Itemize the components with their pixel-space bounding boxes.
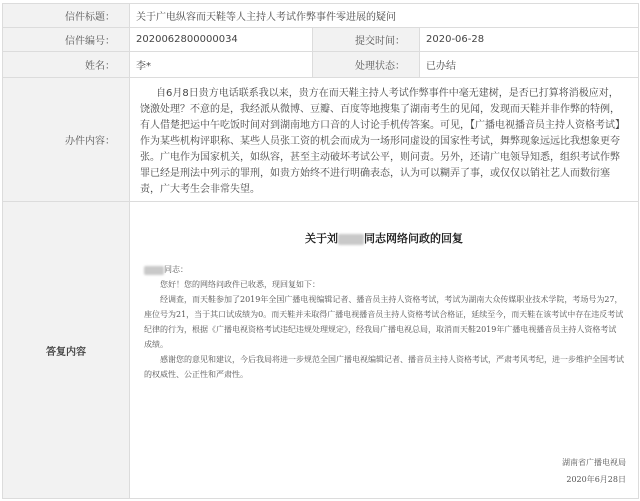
- title-value: 关于广电纵容而天鞋等人主持人考试作弊事件零进展的疑问: [130, 4, 639, 28]
- letter-form-table: [2, 3, 639, 499]
- content-text: 自6月8日贵方电话联系我以来，贵方在而天鞋主持人考试作弊事件中毫无建树，是否已打算将消极应对，饶激处理？不意的是，我经派从微博、豆瓣、百度等地搜集了湖南考生的见闻，发现而天鞋并非作弊的特例，有人借楚把运中午吃饭时间对到湖南地方口音的人讨论手机传答案。可见，【广播电视播音员主持人资格考试】作为某些机构评职称、某些人员张工资的机会而成为一场形同虚设的国家性考试，舞弊现象远远比我想象更夸张。广电作为国家机关，如纵容，甚至主动破坏考试公平，则问责。另外，还请广电领导知悉，组织考试作弊罪已经是刑法中列示的罪刑，如贵方始终不进行明确表态，认为可以糊弄了事，或仅仅以销社艺人而数衍塞责，广大考生会非常失望。: [140, 87, 620, 195]
- reply-sign-date: 2020年6月28日: [566, 475, 626, 484]
- redacted-name: [338, 234, 364, 245]
- redacted-name: [144, 266, 164, 275]
- date-label: 提交时间：: [313, 28, 420, 52]
- reply-paragraph-2: 经调查，而天鞋参加了2019年全国广播电视编辑记者、播音员主持人资格考试，考试为湖南大众传媒职业技术学院，考场号为27，座位号为21，当于其口试成绩为0。而天鞋并未取得广播电视播音员主持人资格考试合格证，延续至今，而天鞋在该考试中存在违反考试纪律的行为，根据《广播电视资格考试违纪违规处理规定》，经我局广播电视总局，取消而天鞋2019年广播电视播音员主持人资格考试成绩。: [144, 295, 624, 349]
- name-value: 李*: [130, 52, 313, 78]
- reply-signature-block: [562, 454, 626, 488]
- status-label: 处理状态：: [313, 52, 420, 78]
- reply-paragraph-1: 您好！您的网络问政件已收悉，现回复如下：: [160, 280, 320, 289]
- id-label: 信件编号：: [3, 28, 130, 52]
- content-cell: [130, 78, 639, 202]
- reply-greeting: [144, 262, 624, 277]
- reply-body: [130, 246, 638, 382]
- reply-title-prefix: 关于刘: [305, 232, 338, 245]
- reply-paragraph-3: 感谢您的意见和建议，今后我局将进一步规范全国广播电视编辑记者、播音员主持人资格考试，严肃考风考纪，进一步维护全国考试的权威性、公正性和严肃性。: [144, 355, 624, 379]
- greeting-suffix: 同志：: [164, 265, 188, 274]
- reply-title: [130, 230, 638, 246]
- status-value: 已办结: [420, 52, 639, 78]
- reply-signature: 湖南省广播电视局: [562, 458, 626, 467]
- reply-document: [130, 230, 638, 498]
- content-label: 办件内容：: [3, 78, 130, 202]
- id-value: 2020062800000034: [130, 28, 313, 52]
- reply-label: 答复内容: [3, 202, 130, 499]
- date-value: 2020-06-28: [420, 28, 639, 52]
- name-label: 姓名：: [3, 52, 130, 78]
- title-label: 信件标题：: [3, 4, 130, 28]
- reply-cell: [130, 202, 639, 499]
- reply-title-suffix: 同志网络问政的回复: [364, 232, 463, 245]
